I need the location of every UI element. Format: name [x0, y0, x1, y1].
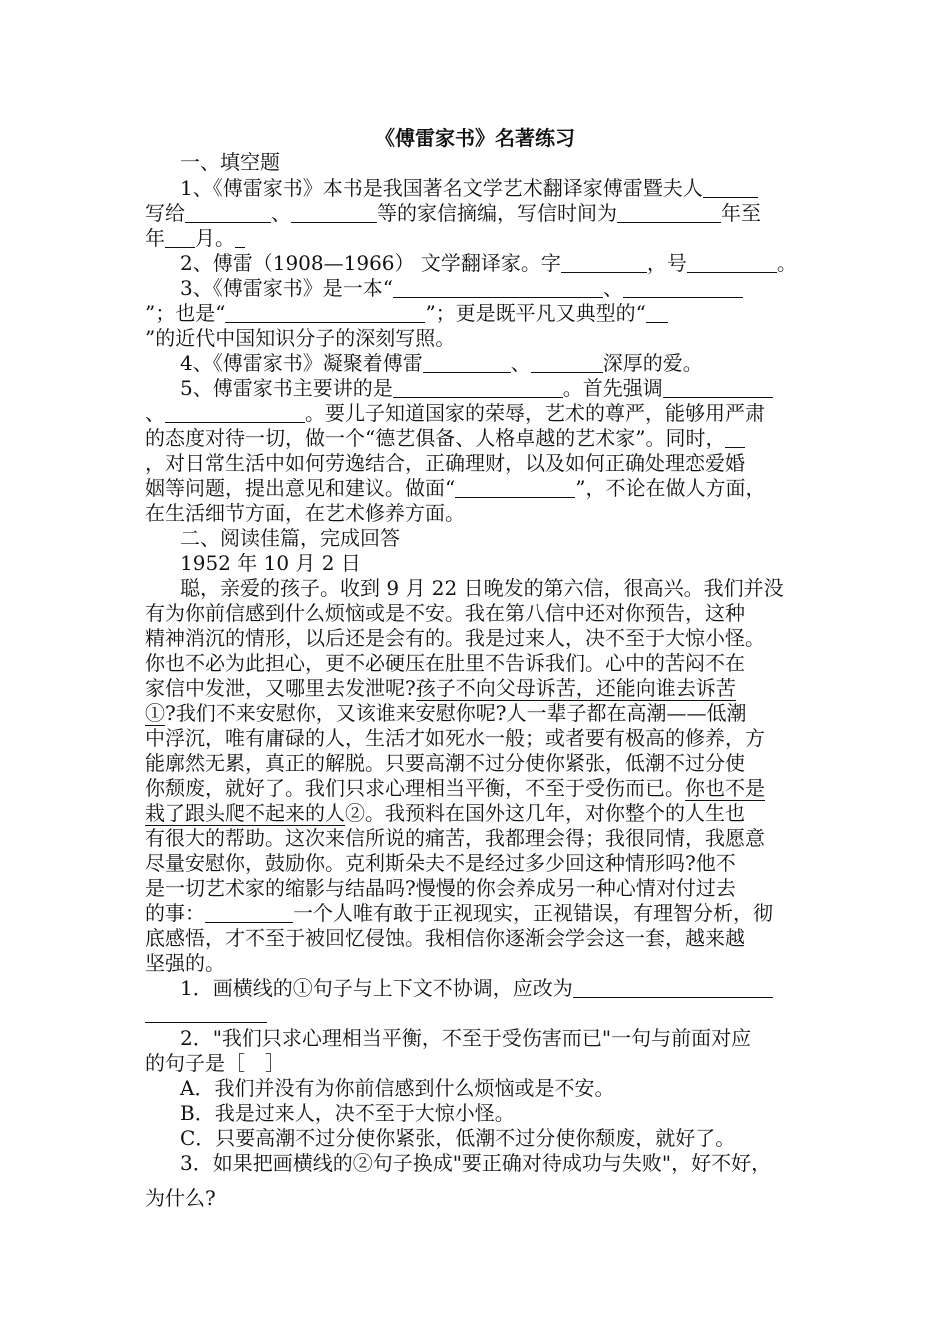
passage-line: 家信中发泄，又哪里去发泄呢?孩子不向父母诉苦，还能向谁去诉苦 — [145, 676, 736, 700]
question-3: 3．如果把画横线的②句子换成"要正确对待成功与失败"，好不好， — [180, 1151, 772, 1175]
blank[interactable] — [393, 277, 603, 298]
passage-line: 坚强的。 — [145, 951, 225, 975]
passage-line: 中浮沉，唯有庸碌的人，生活才如死水一般；或者要有极高的修养，方 — [145, 726, 765, 750]
q3-line2: ”；也是“ ”；更是既平凡又典型的“ — [145, 299, 813, 327]
blank[interactable] — [165, 227, 195, 248]
answer-blank[interactable] — [145, 1002, 267, 1023]
q1-line3: 年 月。 — [145, 224, 813, 252]
question-1: 1．画横线的①句子与上下文不协调，应改为 — [180, 974, 813, 1002]
passage-line: 是一切艺术家的缩影与结晶吗?慢慢的你会养成另一种心情对付过去 — [145, 876, 736, 900]
passage-line: 尽量安慰你，鼓励你。克利斯朵夫不是经过多少回这种情形吗?他不 — [145, 851, 736, 875]
blank[interactable] — [225, 302, 425, 323]
passage-line: 你也不必为此担心，更不必硬压在肚里不告诉我们。心中的苦闷不在 — [145, 651, 745, 675]
q5-line1: 5、傅雷家书主要讲的是 。首先强调 — [180, 374, 813, 402]
blank[interactable] — [423, 352, 511, 373]
q5-line6: 在生活细节方面，在艺术修养方面。 — [145, 501, 465, 525]
passage-line: 能廓然无累，真正的解脱。只要高潮不过分使你紧张，低潮不过分使 — [145, 751, 745, 775]
document-title: 《傅雷家书》名著练习 — [375, 126, 575, 150]
passage-line: 栽了跟头爬不起来的人②。我预料在国外这几年，对你整个的人生也 — [145, 801, 745, 825]
blank[interactable] — [623, 277, 743, 298]
question-2: 2．"我们只求心理相当平衡，不至于受伤害而已"一句与前面对应 — [180, 1026, 752, 1050]
letter-date: 1952 年 10 月 2 日 — [180, 551, 361, 575]
question-1-continuation — [145, 999, 813, 1027]
q3-line3: ”的近代中国知识分子的深刻写照。 — [145, 326, 456, 350]
passage-line: 精神消沉的情形，以后还是会有的。我是过来人，决不至于大惊小怪。 — [145, 626, 765, 650]
q2-line: 2、傅雷（1908—1966） 文学翻译家。字 ，号 。 — [180, 251, 797, 275]
blank[interactable] — [617, 202, 721, 223]
blank[interactable] — [687, 252, 777, 273]
section2-heading: 二、阅读佳篇，完成回答 — [180, 526, 400, 550]
blank[interactable] — [291, 202, 377, 223]
question-3-line2: 为什么? — [145, 1186, 216, 1210]
blank[interactable] — [455, 477, 575, 498]
q3-line1: 3、《傅雷家书》是一本“ 、 — [180, 274, 813, 302]
question-2-line2: 的句子是［ ］ — [145, 1051, 285, 1075]
passage-line: 有很大的帮助。这次来信所说的痛苦，我都理会得；我很同情，我愿意 — [145, 826, 765, 850]
passage-line: 聪，亲爱的孩子。收到 9 月 22 日晚发的第六信，很高兴。我们并没 — [180, 576, 784, 600]
q5-line4: ，对日常生活中如何劳逸结合，正确理财，以及如何正确处理恋爱婚 — [145, 451, 745, 475]
blank[interactable] — [393, 377, 563, 398]
option-c[interactable]: C．只要高潮不过分使你紧张，低潮不过分使你颓废，就好了。 — [180, 1126, 736, 1150]
blank[interactable] — [185, 202, 271, 223]
blank[interactable] — [205, 902, 293, 923]
passage-line: 你颓废，就好了。我们只求心理相当平衡，不至于受伤而已。你也不是 — [145, 776, 765, 800]
passage-line: 底感悟，才不至于被回忆侵蚀。我相信你逐渐会学会这一套，越来越 — [145, 926, 745, 950]
underlined-sentence-1: 孩子不向父母诉苦，还能向谁去诉苦 — [415, 676, 736, 700]
q1-line1: 1、《傅雷家书》本书是我国著名文学艺术翻译家傅雷暨夫人 — [180, 174, 813, 202]
underlined-sentence-2-end: 栽了跟头爬不起来的人 — [145, 801, 345, 825]
passage-line: 的事： 一个人唯有敢于正视现实，正视错误，有理智分析，彻 — [145, 901, 773, 925]
q5-line5: 姻等问题，提出意见和建议。做面“ ”，不论在做人方面， — [145, 476, 766, 500]
blank[interactable] — [646, 302, 668, 323]
q1-line2: 写给 、 等的家信摘编，写信时间为 年至 — [145, 201, 761, 225]
blank[interactable] — [663, 377, 773, 398]
option-a[interactable]: A．我们并没有为你前信感到什么烦恼或是不安。 — [180, 1076, 615, 1100]
blank[interactable] — [235, 227, 245, 248]
answer-blank[interactable] — [573, 977, 773, 998]
blank[interactable] — [703, 177, 758, 198]
passage-line: ①?我们不来安慰你，又该谁来安慰你呢?人一辈子都在高潮——低潮 — [145, 701, 747, 725]
passage-line: 有为你前信感到什么烦恼或是不安。我在第八信中还对你预告，这种 — [145, 601, 745, 625]
q5-line2: 、 。要儿子知道国家的荣辱，艺术的尊严，能够用严肃 — [145, 401, 765, 425]
q5-line3: 的态度对待一切，做一个“德艺俱备、人格卓越的艺术家”。同时， — [145, 424, 813, 452]
q4-line: 4、《傅雷家书》凝聚着傅雷 、 深厚的爱。 — [180, 351, 703, 375]
underlined-sentence-2-start: 你也不是 — [685, 776, 765, 800]
blank[interactable] — [725, 427, 745, 448]
blank[interactable] — [531, 352, 603, 373]
section1-heading: 一、填空题 — [180, 150, 280, 174]
marker-1: ① — [145, 701, 165, 725]
option-b[interactable]: B．我是过来人，决不至于大惊小怪。 — [180, 1101, 515, 1125]
blank[interactable] — [561, 252, 647, 273]
blank[interactable] — [165, 402, 305, 423]
